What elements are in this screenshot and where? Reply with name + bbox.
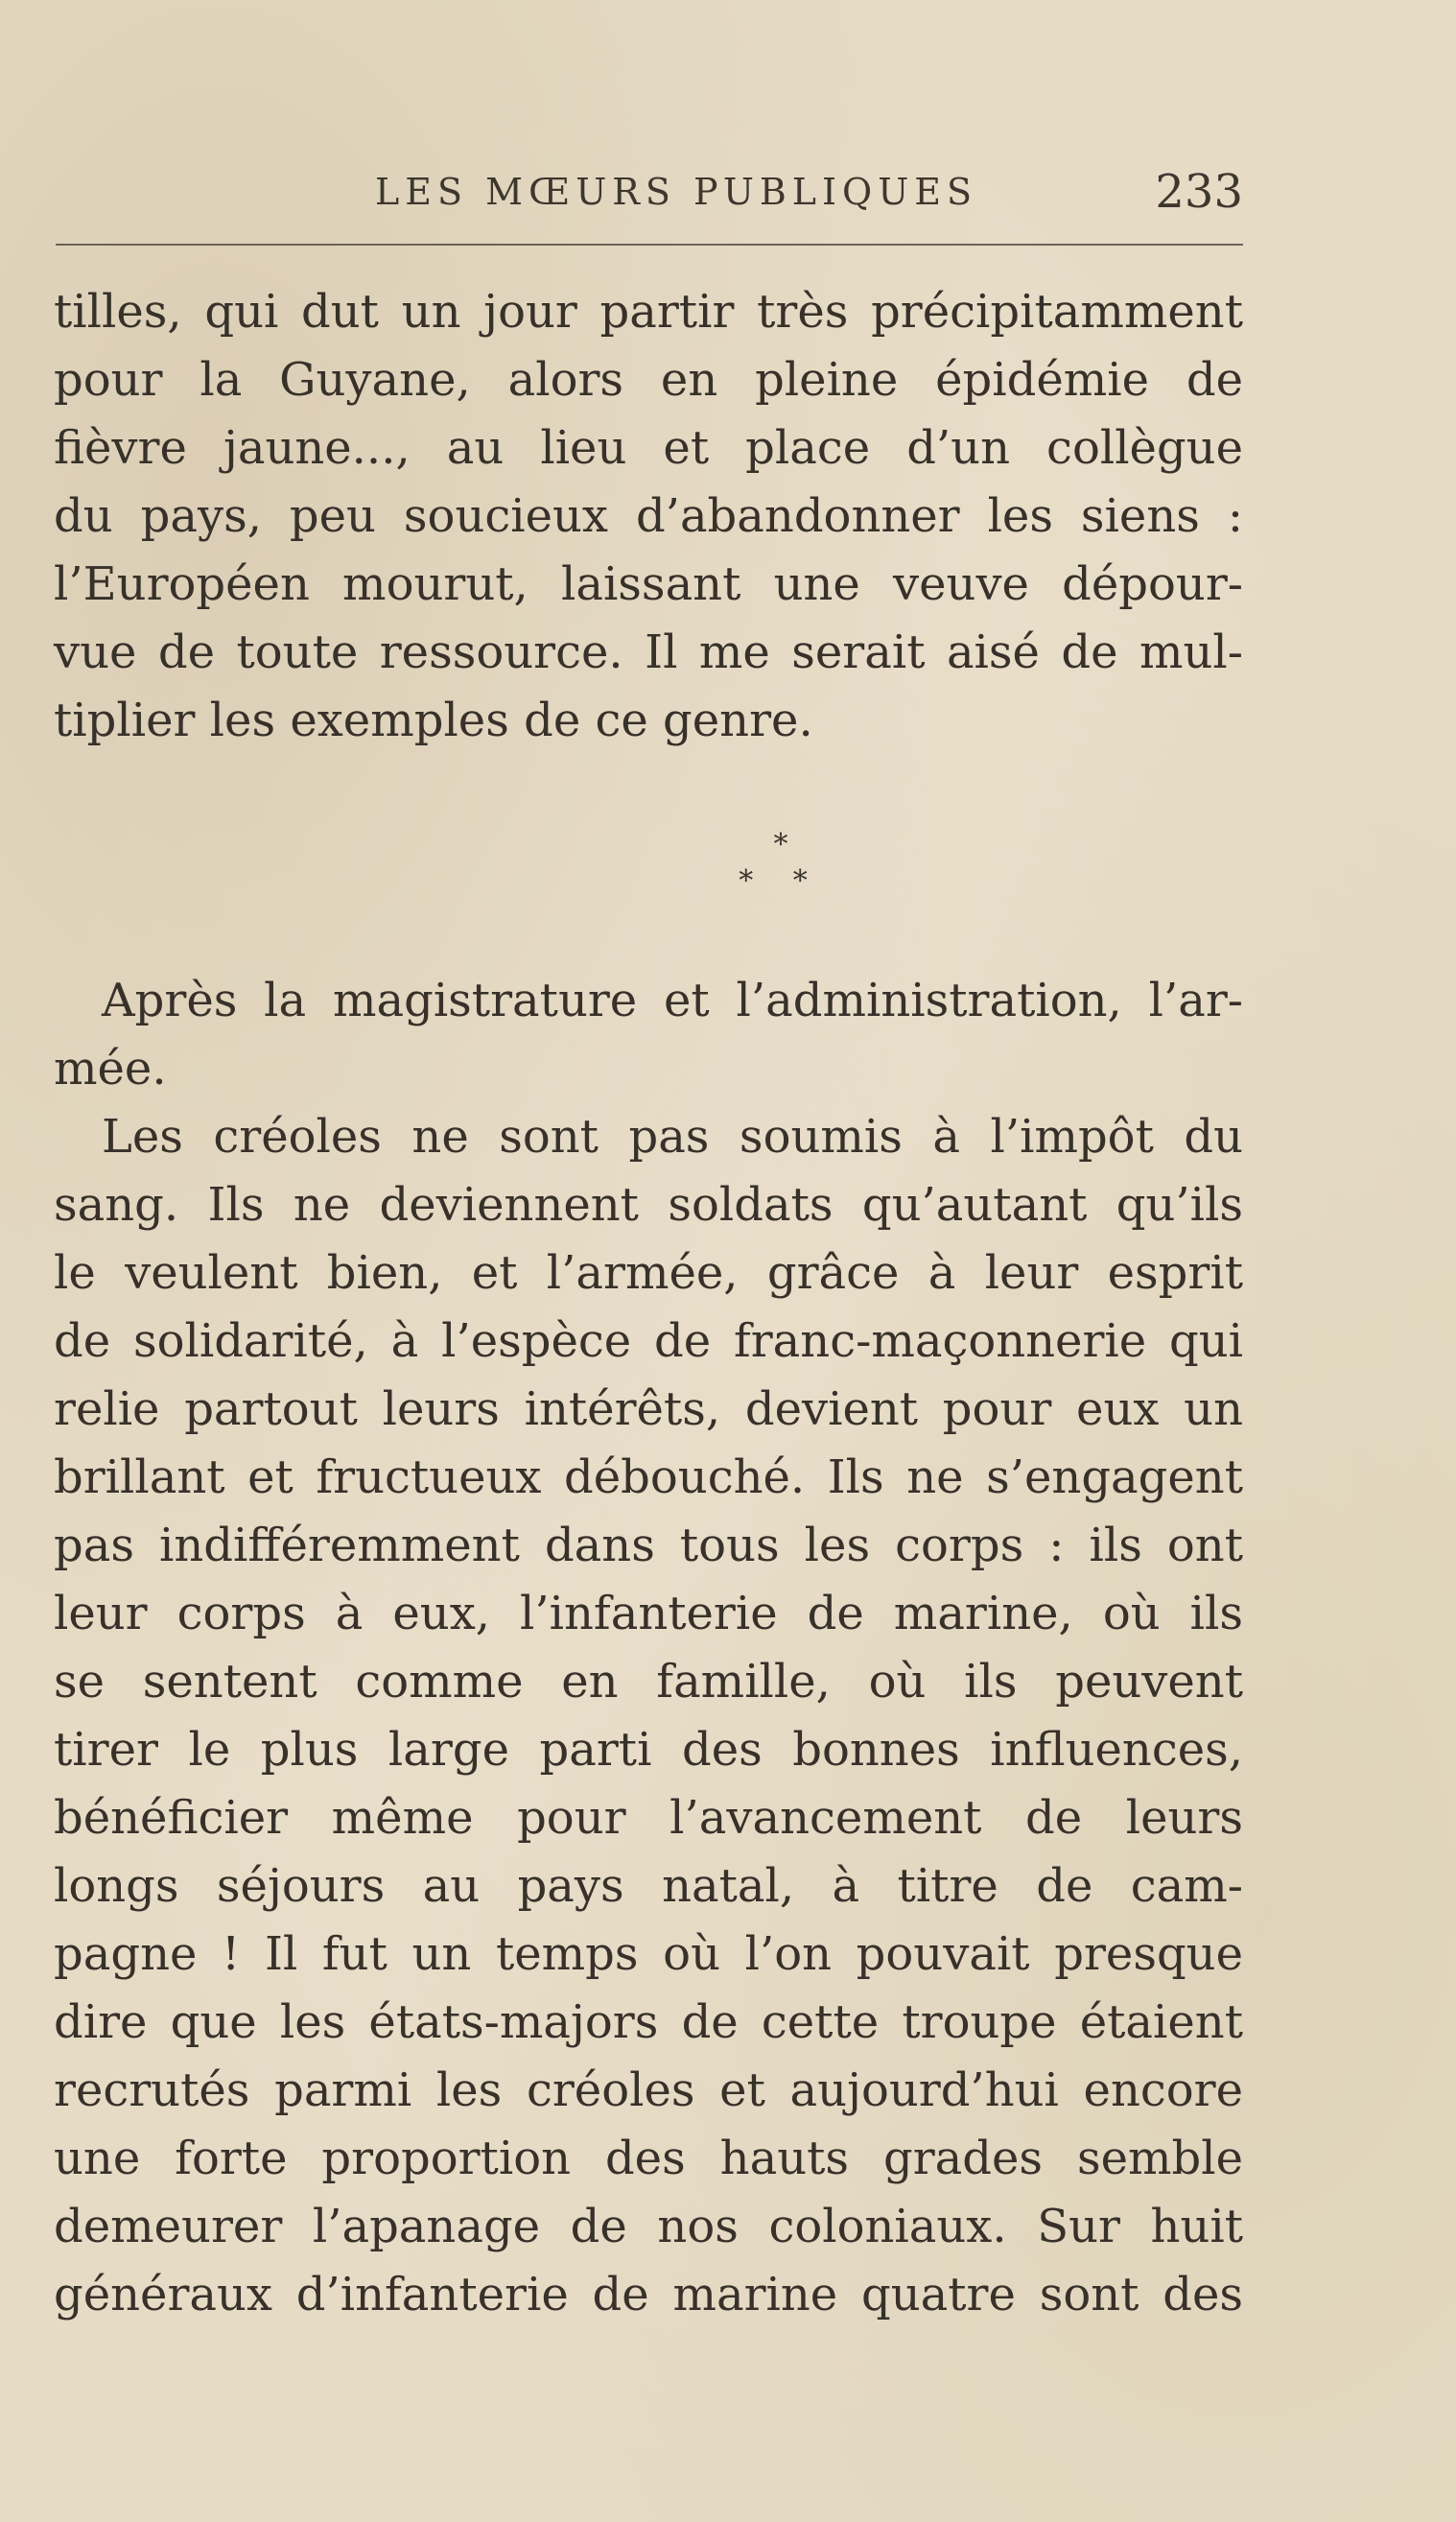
text-line: se sentent comme en famille, où ils peuvent [54,1655,1243,1709]
text-line: vue de toute ressource. Il me serait aisé de mul- [54,625,1243,679]
text-line: tiplier les exemples de ce genre. [54,694,813,747]
text-line: pour la Guyane, alors en pleine épidémie de [54,353,1243,407]
section-separator [0,827,1456,900]
text-line: fièvre jaune..., au lieu et place d’un collègue [54,421,1243,475]
text-line: recrutés parmi les créoles et aujourd’hui encore [54,2063,1243,2117]
text-line: une forte proportion des hauts grades semble [54,2132,1243,2185]
running-head [54,165,1243,219]
text-line: leur corps à eux, l’infanterie de marine, où ils [54,1587,1243,1640]
body-paragraphs [54,967,1243,2329]
text-line: du pays, peu soucieux d’abandonner les siens : [54,489,1243,543]
text-line: pas indifféremment dans tous les corps : ils ont [54,1519,1243,1572]
text-line: dire que les états-majors de cette troupe étaient [54,1995,1243,2049]
asterism-bottom: * * [739,864,823,898]
text-line: de solidarité, à l’espèce de franc-maçonnerie qui [54,1314,1243,1368]
text-line: l’Européen mourut, laissant une veuve dépour- [54,557,1243,611]
text-line: Les créoles ne sont pas soumis à l’impôt du [102,1110,1243,1164]
text-line: mée. [54,1042,167,1096]
running-title: LES MŒURS PUBLIQUES [375,171,978,213]
paragraph-continued [54,278,1243,755]
asterism-top: * [773,828,788,861]
text-line: longs séjours au pays natal, à titre de cam- [54,1859,1243,1913]
text-line: tirer le plus large parti des bonnes influences, [54,1723,1243,1777]
text-line: généraux d’infanterie de marine quatre sont des [54,2268,1243,2322]
text-line: relie partout leurs intérêts, devient pour eux un [54,1382,1243,1436]
text-line: brillant et fructueux débouché. Ils ne s’engagent [54,1450,1243,1504]
text-line: bénéficier même pour l’avancement de leurs [54,1791,1243,1845]
header-rule [56,244,1243,246]
page-number: 233 [1155,165,1243,219]
text-line: tilles, qui dut un jour partir très précipitamment [54,285,1243,339]
text-line: Après la magistrature et l’administration, l’ar- [102,974,1243,1027]
text-line: demeurer l’apanage de nos coloniaux. Sur huit [54,2200,1243,2253]
text-line: pagne ! Il fut un temps où l’on pouvait presque [54,1927,1243,1981]
text-line: sang. Ils ne deviennent soldats qu’autant qu’ils [54,1178,1243,1232]
text-line: le veulent bien, et l’armée, grâce à leur esprit [54,1246,1243,1300]
